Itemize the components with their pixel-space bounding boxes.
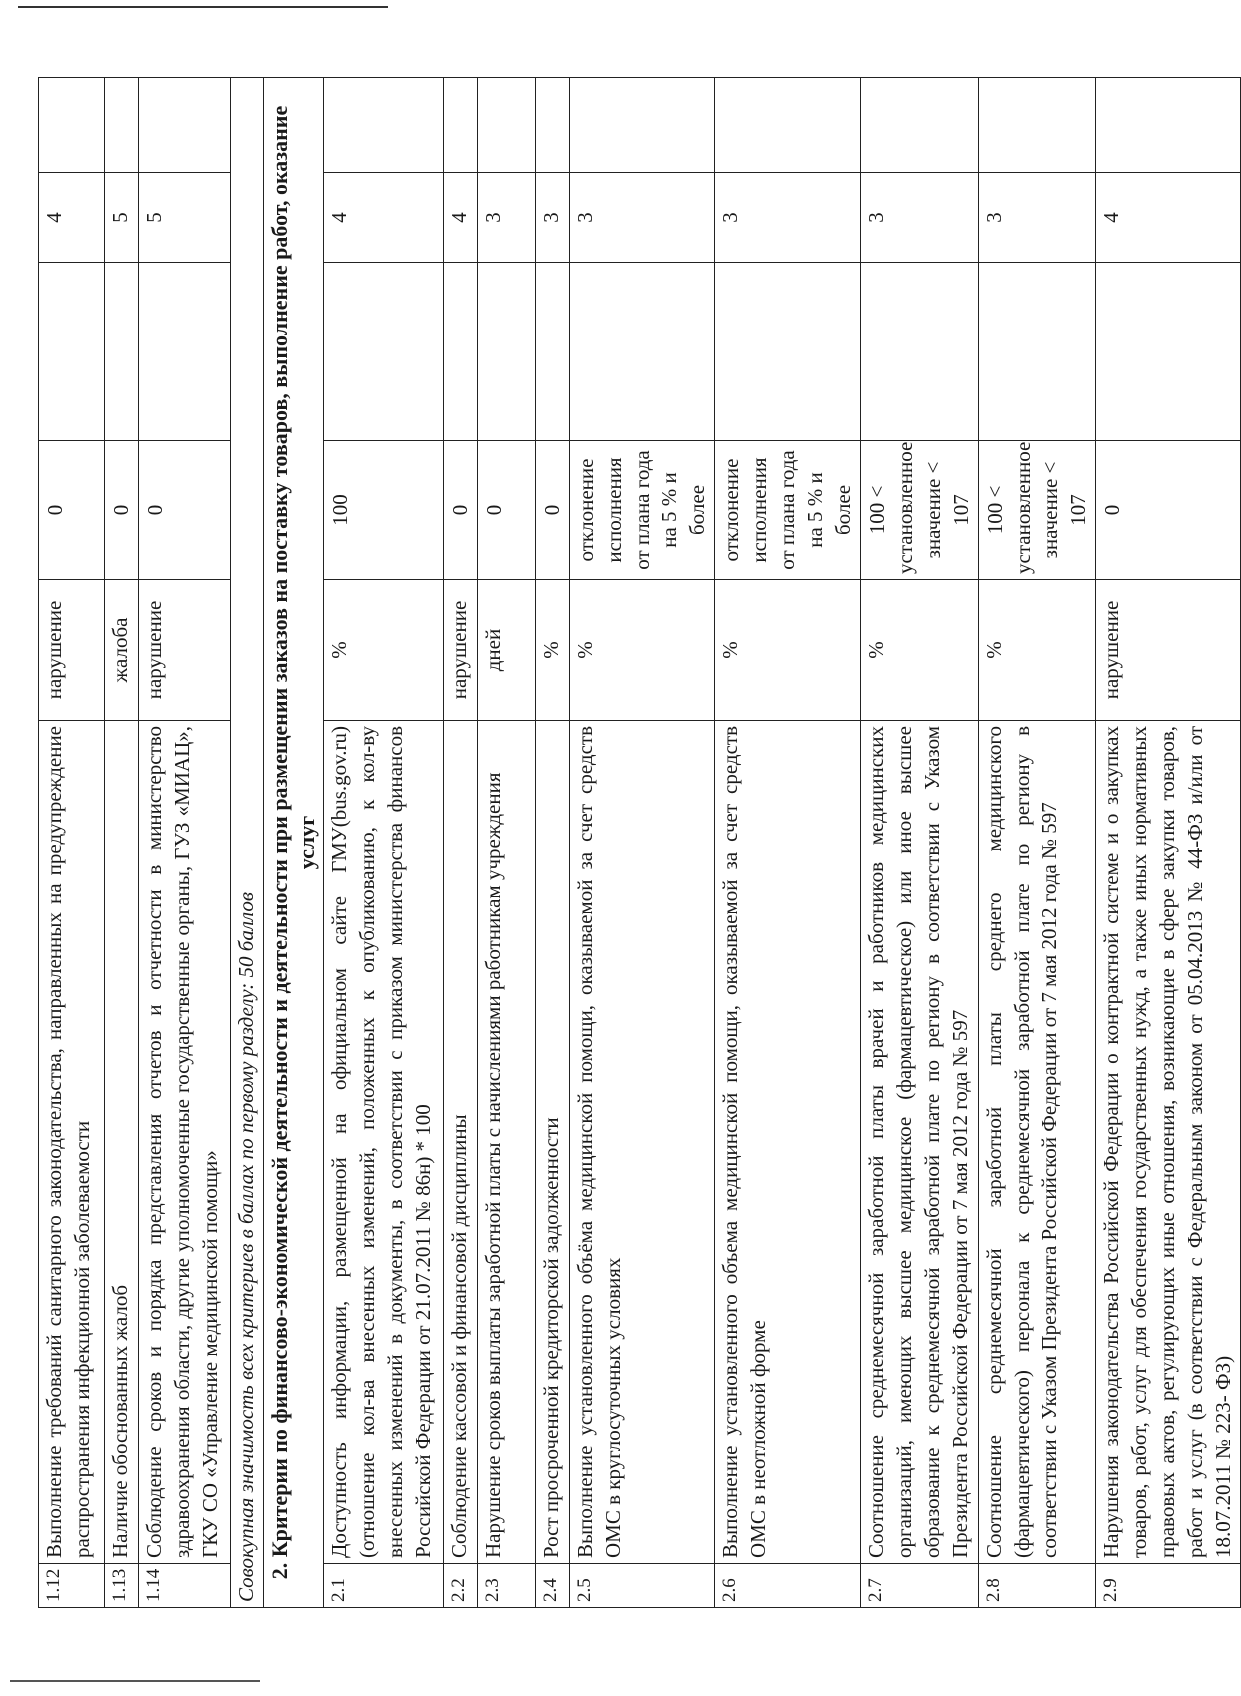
- empty-cell: [323, 263, 443, 441]
- empty-cell: [860, 263, 978, 441]
- table-row: [535, 78, 569, 1608]
- criterion-description: Соблюдение сроков и порядка представления отчетов и отчетности в министерство здравоохранения области, другие уполномоченные государственные органы, ГУЗ «МИАЦ», ГКУ СО «Управление медицинской помощи»: [138, 721, 230, 1564]
- empty-cell: [1096, 263, 1241, 441]
- row-number: 1.14: [138, 1564, 230, 1608]
- criterion-description: Выполнение установленного объема медицинской помощи, оказываемой за счет средств ОМС в неотложной форме: [715, 721, 861, 1564]
- empty-cell: [105, 78, 139, 173]
- empty-cell: [443, 78, 477, 173]
- value-cell: 0: [535, 441, 569, 580]
- table-row: [443, 78, 477, 1608]
- criterion-description: Рост просроченной кредиторской задолженности: [535, 721, 569, 1564]
- empty-cell: [860, 78, 978, 173]
- criterion-description: Наличие обоснованных жалоб: [105, 721, 139, 1564]
- empty-cell: [138, 78, 230, 173]
- row-number: 2.8: [978, 1564, 1096, 1608]
- max-points-cell: 4: [39, 173, 105, 263]
- unit-cell: нарушение: [1096, 580, 1241, 721]
- row-number: 2.1: [323, 1564, 443, 1608]
- criterion-description: Соотношение среднемесячной заработной платы среднего медицинского (фармацевтического) персонала к среднемесячной заработной плате по региону в соответствии с Указом Президента Российской Федерации от 7 мая 2012 года № 597: [978, 721, 1096, 1564]
- row-number: 2.4: [535, 1564, 569, 1608]
- max-points-cell: 3: [535, 173, 569, 263]
- table-row: [978, 78, 1096, 1608]
- unit-cell: нарушение: [443, 580, 477, 721]
- value-cell: 0: [138, 441, 230, 580]
- unit-cell: %: [323, 580, 443, 721]
- empty-cell: [535, 263, 569, 441]
- criterion-description: Соблюдение кассовой и финансовой дисциплины: [443, 721, 477, 1564]
- value-cell: 0: [477, 441, 535, 580]
- max-points-cell: 5: [138, 173, 230, 263]
- value-cell: 0: [443, 441, 477, 580]
- criterion-description: Соотношение среднемесячной заработной платы врачей и работников медицинских организаций, имеющих высшее медицинское (фармацевтическое) или иное высшее образование к среднемесячной заработной плате по региону в соответствии с Указом Президента Российской Федерации от 7 мая 2012 года № 597: [860, 721, 978, 1564]
- unit-cell: %: [715, 580, 861, 721]
- empty-cell: [715, 263, 861, 441]
- max-points-cell: 3: [860, 173, 978, 263]
- max-points-cell: 3: [715, 173, 861, 263]
- row-number: 2.9: [1096, 1564, 1241, 1608]
- value-cell: 0: [39, 441, 105, 580]
- empty-cell: [978, 78, 1096, 173]
- table-row: [138, 78, 230, 1608]
- max-points-cell: 4: [323, 173, 443, 263]
- empty-cell: [715, 78, 861, 173]
- value-cell: 100 < установленное значение < 107: [978, 441, 1096, 580]
- empty-cell: [39, 78, 105, 173]
- row-number: 1.12: [39, 1564, 105, 1608]
- max-points-cell: 3: [978, 173, 1096, 263]
- empty-cell: [443, 263, 477, 441]
- unit-cell: жалоба: [105, 580, 139, 721]
- criterion-description: Выполнение требований санитарного законодательства, направленных на предупреждение распространения инфекционной заболеваемости: [39, 721, 105, 1564]
- empty-cell: [477, 263, 535, 441]
- empty-cell: [39, 263, 105, 441]
- scan-edge-line-top: [18, 6, 388, 8]
- row-number: 2.6: [715, 1564, 861, 1608]
- unit-cell: нарушение: [39, 580, 105, 721]
- rotated-page: [38, 78, 1235, 1608]
- row-number: 2.2: [443, 1564, 477, 1608]
- table-row: [1096, 78, 1241, 1608]
- empty-cell: [535, 78, 569, 173]
- row-number: 2.5: [569, 1564, 715, 1608]
- value-cell: 0: [105, 441, 139, 580]
- criteria-table: [38, 77, 1241, 1608]
- summary-row: [230, 78, 263, 1608]
- empty-cell: [1096, 78, 1241, 173]
- max-points-cell: 3: [477, 173, 535, 263]
- criterion-description: Нарушения законодательства Российской Федерации о контрактной системе и о закупках товаров, работ, услуг для обеспечения государственных нужд, а также иных нормативных правовых актов, регулирующих иные отношения, возникающие в сфере закупки товаров, работ и услуг (в соответствии с Федеральным законом от 05.04.2013 № 44-ФЗ и/или от 18.07.2011 № 223- ФЗ): [1096, 721, 1241, 1564]
- value-cell: отклонение исполнения от плана года на 5 % и более: [715, 441, 861, 580]
- table-row: [39, 78, 105, 1608]
- empty-cell: [105, 263, 139, 441]
- empty-cell: [323, 78, 443, 173]
- table-row: [323, 78, 443, 1608]
- empty-cell: [477, 78, 535, 173]
- row-number: 2.7: [860, 1564, 978, 1608]
- summary-text: Совокупная значимость всех критериев в баллах по первому разделу: 50 баллов: [230, 78, 263, 1608]
- criterion-description: Нарушение сроков выплаты заработной платы с начислениями работникам учреждения: [477, 721, 535, 1564]
- empty-cell: [569, 263, 715, 441]
- max-points-cell: 3: [569, 173, 715, 263]
- section-title: 2. Критерии по финансово-экономической деятельности и деятельности при размещении заказов на поставку товаров, выполнение работ, оказание услуг: [263, 78, 323, 1608]
- row-number: 1.13: [105, 1564, 139, 1608]
- max-points-cell: 4: [1096, 173, 1241, 263]
- unit-cell: %: [569, 580, 715, 721]
- unit-cell: %: [860, 580, 978, 721]
- row-number: 2.3: [477, 1564, 535, 1608]
- criterion-description: Выполнение установленного объёма медицинской помощи, оказываемой за счет средств ОМС в круглосуточных условиях: [569, 721, 715, 1564]
- table-row: [569, 78, 715, 1608]
- unit-cell: дней: [477, 580, 535, 721]
- value-cell: 0: [1096, 441, 1241, 580]
- max-points-cell: 4: [443, 173, 477, 263]
- table-row: [860, 78, 978, 1608]
- empty-cell: [978, 263, 1096, 441]
- empty-cell: [138, 263, 230, 441]
- table-row: [715, 78, 861, 1608]
- max-points-cell: 5: [105, 173, 139, 263]
- scan-edge-line-bottom: [10, 1680, 260, 1682]
- empty-cell: [569, 78, 715, 173]
- table-row: [105, 78, 139, 1608]
- value-cell: 100: [323, 441, 443, 580]
- value-cell: 100 < установленное значение < 107: [860, 441, 978, 580]
- unit-cell: %: [978, 580, 1096, 721]
- unit-cell: %: [535, 580, 569, 721]
- value-cell: отклонение исполнения от плана года на 5 % и более: [569, 441, 715, 580]
- unit-cell: нарушение: [138, 580, 230, 721]
- table-row: [477, 78, 535, 1608]
- section-title-row: [263, 78, 323, 1608]
- criterion-description: Доступность информации, размещенной на официальном сайте ГМУ(bus.gov.ru) (отношение кол-ва внесенных изменений, положенных к опубликованию, к кол-ву внесенных изменений в документы, в соответствии с приказом министерства финансов Российской Федерации от 21.07.2011 № 86н) * 100: [323, 721, 443, 1564]
